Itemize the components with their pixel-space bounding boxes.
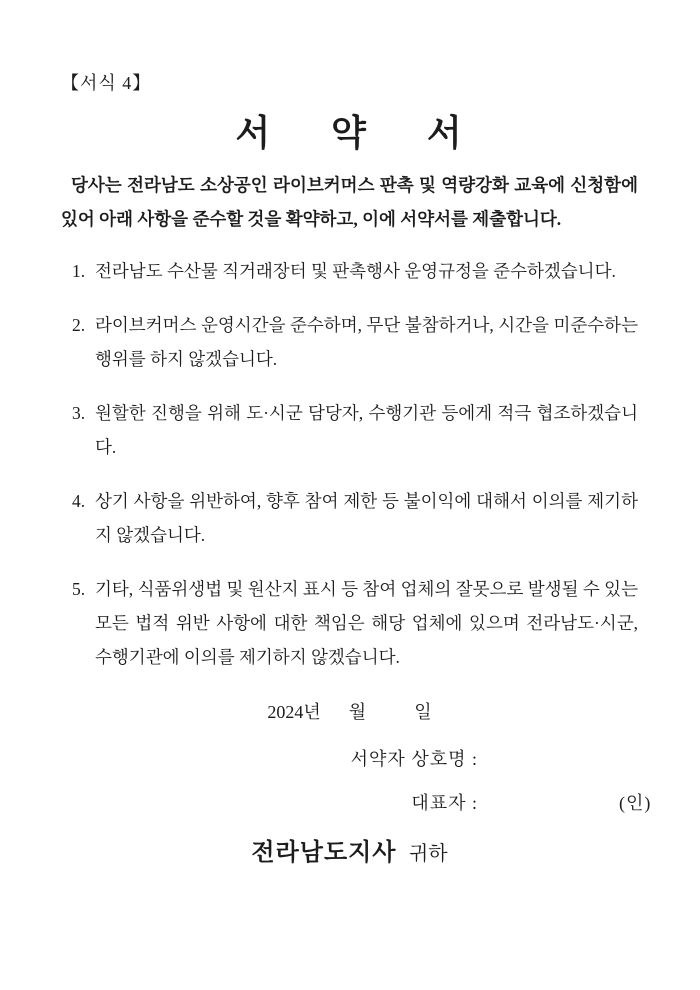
- list-item-text: 원할한 진행을 위해 도·시군 담당자, 수행기관 등에게 적극 협조하겠습니다.: [95, 402, 638, 457]
- list-item: [61, 572, 638, 674]
- date-line: [61, 694, 638, 730]
- date-month: 월: [348, 701, 367, 722]
- representative-label: 대표자 :: [411, 792, 478, 813]
- list-item-number: 4.: [72, 490, 86, 511]
- list-item: [61, 396, 638, 464]
- seal-placeholder: (인): [619, 792, 652, 813]
- list-item-number: 5.: [72, 578, 86, 599]
- list-item: [61, 484, 638, 552]
- form-number-label: 【서식 4】: [61, 73, 152, 93]
- pledge-items-list: [61, 254, 638, 674]
- list-item-number: 3.: [72, 402, 86, 423]
- date-year: 2024년: [267, 701, 321, 722]
- addressee-honorific: 귀하: [408, 842, 448, 865]
- representative-line: [61, 786, 652, 820]
- list-item-text: 전라남도 수산물 직거래장터 및 판촉행사 운영규정을 준수하겠습니다.: [95, 260, 616, 281]
- addressee-name: 전라남도지사: [251, 838, 397, 866]
- intro-paragraph: 당사는 전라남도 소상공인 라이브커머스 판촉 및 역량강화 교육에 신청함에 있어 아래 사항을 준수할 것을 확약하고, 이에 서약서를 제출합니다.: [61, 175, 638, 229]
- list-item-number: 1.: [72, 260, 86, 281]
- pledger-business-name-line: 서약자 상호명 :: [350, 748, 478, 769]
- date-day: 일: [414, 701, 432, 722]
- list-item-text: 상기 사항을 위반하여, 향후 참여 제한 등 불이익에 대해서 이의를 제기하지 않겠습니다.: [95, 490, 638, 545]
- list-item: [61, 254, 638, 288]
- list-item-text: 라이브커머스 운영시간을 준수하며, 무단 불참하거나, 시간을 미준수하는 행위를 하지 않겠습니다.: [95, 314, 638, 369]
- list-item-text: 기타, 식품위생법 및 원산지 표시 등 참여 업체의 잘못으로 발생될 수 있는 모든 법적 위반 사항에 대한 책임은 해당 업체에 있으며 전라남도·시군, 수행기관에 이의를 제기하지 않겠습니다.: [95, 578, 638, 667]
- addressee-line: [61, 836, 638, 873]
- list-item-number: 2.: [72, 314, 86, 335]
- document-title: 서 약 서: [235, 113, 464, 153]
- list-item: [61, 308, 638, 376]
